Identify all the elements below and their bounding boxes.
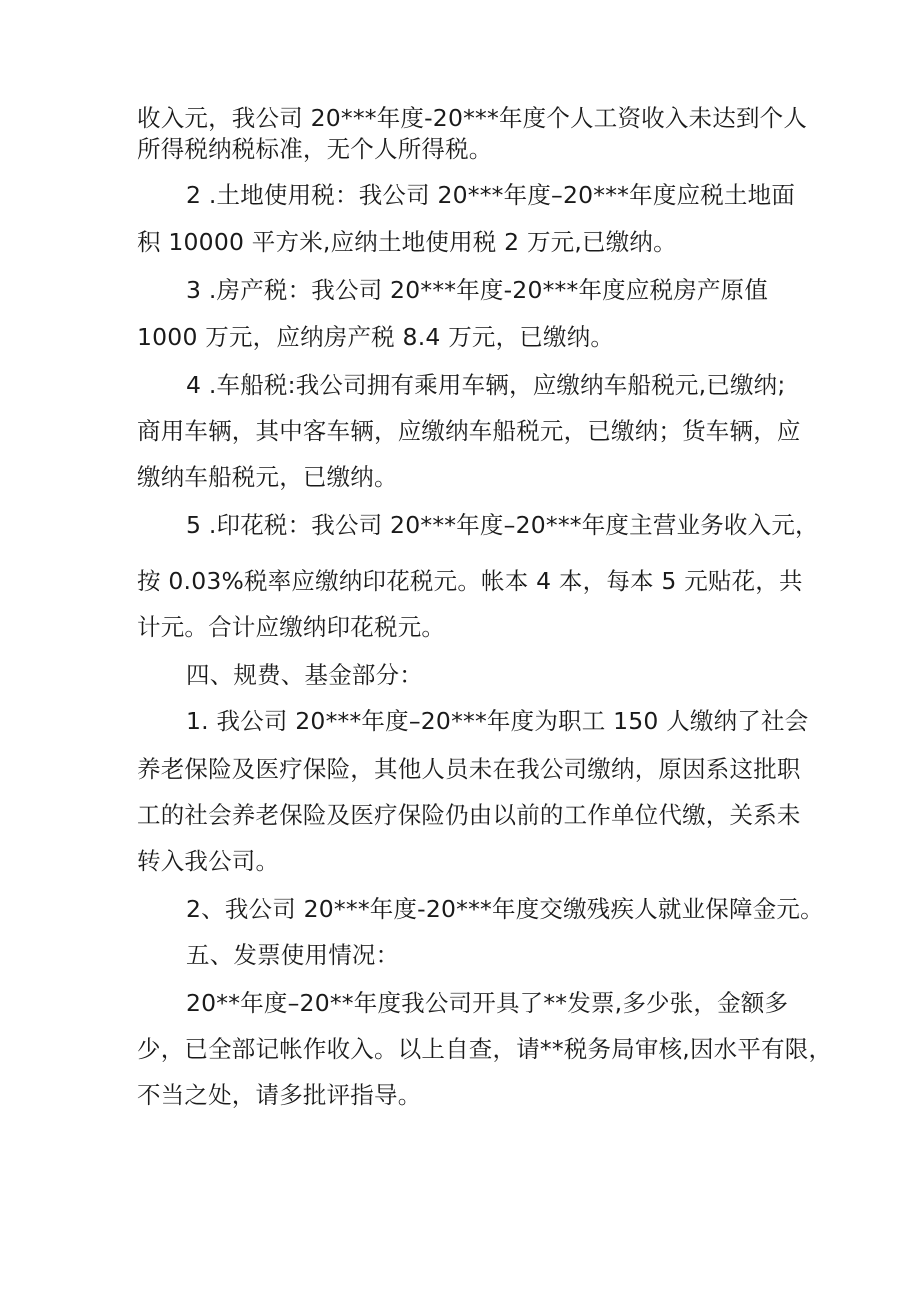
paragraph-line: 按 0.03%税率应缴纳印花税元。帐本 4 本，每本 5 元贴花，共 — [137, 567, 803, 595]
paragraph-line: 2 .土地使用税：我公司 20***年度–20***年度应税土地面 — [186, 181, 796, 209]
paragraph-line: 1000 万元，应纳房产税 8.4 万元，已缴纳。 — [137, 323, 615, 351]
paragraph-line: 20**年度–20**年度我公司开具了**发票,多少张，金额多 — [186, 989, 789, 1017]
paragraph-line: 计元。合计应缴纳印花税元。 — [137, 613, 446, 641]
paragraph-line: 工的社会养老保险及医疗保险仍由以前的工作单位代缴，关系未 — [137, 801, 801, 829]
paragraph-line: 5 .印花税：我公司 20***年度–20***年度主营业务收入元， — [186, 511, 819, 539]
paragraph-line: 积 10000 平方米,应纳土地使用税 2 万元,已缴纳。 — [137, 228, 677, 256]
paragraph-line: 转入我公司。 — [137, 847, 280, 875]
paragraph-line: 少，已全部记帐作收入。以上自查，请**税务局审核,因水平有限， — [137, 1035, 833, 1063]
paragraph-line: 养老保险及医疗保险，其他人员未在我公司缴纳，原因系这批职 — [137, 755, 801, 783]
paragraph-line: 1. 我公司 20***年度–20***年度为职工 150 人缴纳了社会 — [186, 707, 809, 735]
section-heading: 四、规费、基金部分： — [186, 661, 423, 689]
paragraph-line: 不当之处，请多批评指导。 — [137, 1081, 422, 1109]
paragraph-line: 3 .房产税：我公司 20***年度-20***年度应税房产原值 — [186, 276, 769, 304]
paragraph-line: 商用车辆，其中客车辆，应缴纳车船税元，已缴纳；货车辆，应 — [137, 417, 801, 445]
paragraph-line: 2、我公司 20***年度-20***年度交缴残疾人就业保障金元。 — [186, 895, 824, 923]
paragraph-line: 所得税纳税标准，无个人所得税。 — [137, 135, 493, 163]
paragraph-line: 缴纳车船税元，已缴纳。 — [137, 463, 398, 491]
paragraph-line: 收入元，我公司 20***年度-20***年度个人工资收入未达到个人 — [137, 104, 808, 132]
section-heading: 五、发票使用情况： — [186, 941, 400, 969]
paragraph-line: 4 .车船税:我公司拥有乘用车辆，应缴纳车船税元,已缴纳; — [186, 371, 786, 399]
